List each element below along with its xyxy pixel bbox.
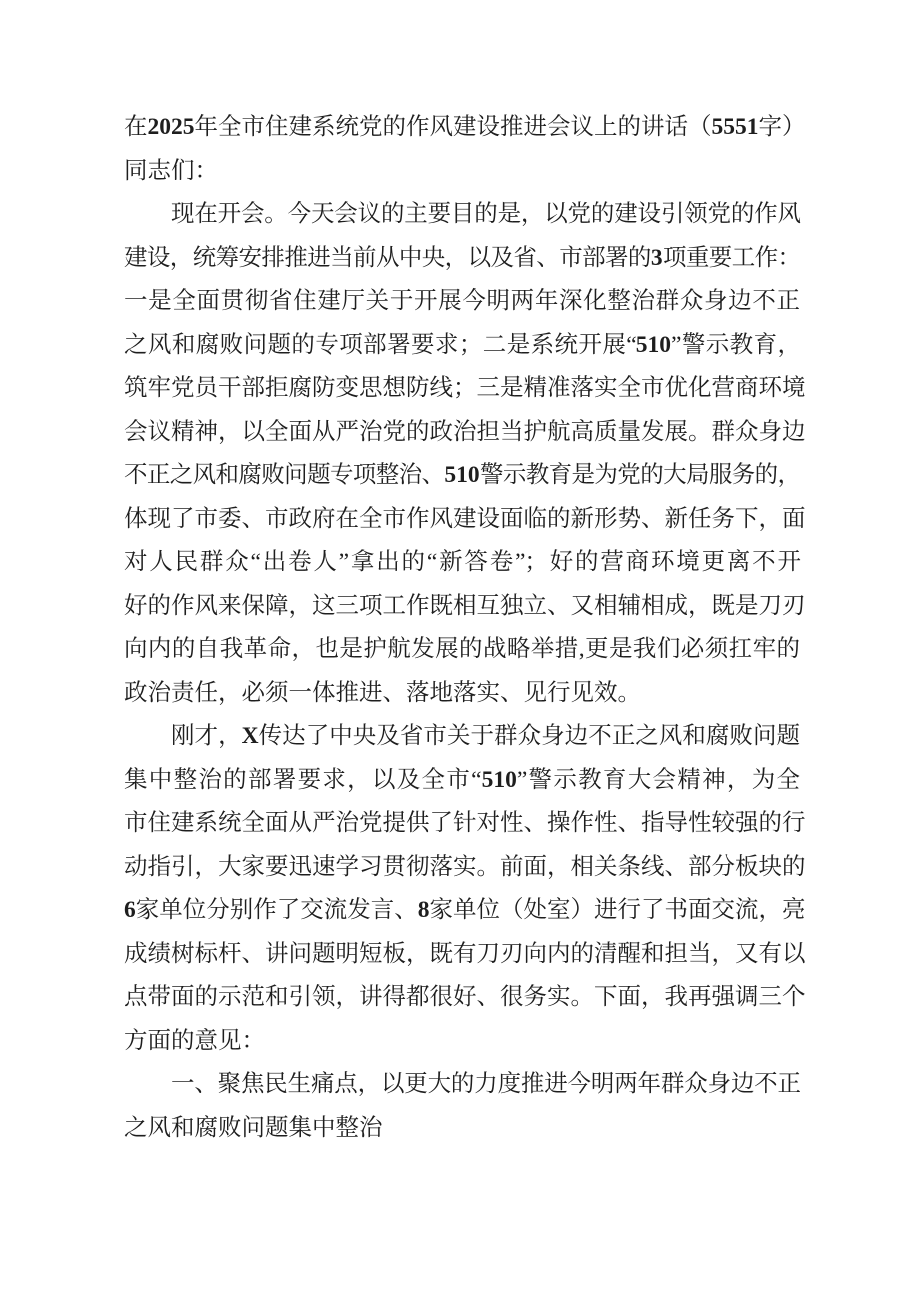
body-line: 刚才，X传达了中央及省市关于群众身边不正之风和腐败问题 xyxy=(171,723,801,749)
latin-text: 510 xyxy=(444,462,480,488)
document-body xyxy=(124,106,806,1150)
body-line: 市住建系统全面从严治党提供了针对性、操作性、指导性较强的行 xyxy=(124,810,806,836)
body-line: 不正之风和腐败问题专项整治、510警示教育是为党的大局服务的， xyxy=(124,462,800,488)
body-line: 体现了市委、市政府在全市作风建设面临的新形势、新任务下，面 xyxy=(124,505,806,532)
body-line: 会议精神，以全面从严治党的政治担当护航高质量发展。群众身边 xyxy=(124,418,806,445)
latin-text: 3 xyxy=(650,244,663,271)
section-heading-line: 一、聚焦民生痛点，以更大的力度推进今明两年群众身边不正 xyxy=(171,1071,800,1097)
body-line: 好的作风来保障，这三项工作既相互独立、又相辅相成，既是刀刃 xyxy=(124,592,806,619)
body-line: 点带面的示范和引领，讲得都很好、很务实。下面，我再强调三个 xyxy=(124,984,806,1010)
body-line: 方面的意见： xyxy=(124,1027,265,1054)
latin-text: 2025 xyxy=(147,114,195,140)
body-line: 动指引，大家要迅速学习贯彻落实。前面，相关条线、部分板块的 xyxy=(124,853,806,880)
body-line: 对人民群众“出卷人”拿出的“新答卷”；好的营商环境更离不开 xyxy=(124,549,800,575)
body-line: 建设，统筹安排推进当前从中央，以及省、市部署的3项重要工作： xyxy=(124,244,801,271)
document-title-line: 在2025年全市住建系统党的作风建设推进会议上的讲话（5551字） xyxy=(124,114,806,140)
body-line: 6家单位分别作了交流发言、8家单位（处室）进行了书面交流，亮 xyxy=(124,897,806,923)
body-line: 集中整治的部署要求，以及全市“510”警示教育大会精神，为全 xyxy=(124,766,800,793)
body-line: 政治责任，必须一体推进、落地落实、见行见效。 xyxy=(124,679,641,706)
latin-text: X xyxy=(241,723,259,749)
salutation-line: 同志们： xyxy=(124,157,218,184)
body-line: 筑牢党员干部拒腐防变思想防线；三是精准落实全市优化营商环境 xyxy=(124,375,806,401)
body-line: 向内的自我革命，也是护航发展的战略举措,更是我们必须扛牢的 xyxy=(124,636,800,662)
body-line: 成绩树标杆、讲问题明短板，既有刀刃向内的清醒和担当，又有以 xyxy=(124,940,806,967)
latin-text: 6 xyxy=(124,897,136,923)
body-line: 一是全面贯彻省住建厅关于开展今明两年深化整治群众身边不正 xyxy=(124,288,800,314)
latin-text: 510 xyxy=(635,331,671,358)
body-line: 现在开会。今天会议的主要目的是，以党的建设引领党的作风 xyxy=(171,201,800,227)
section-heading-line: 之风和腐败问题集中整治 xyxy=(124,1114,383,1141)
latin-text: 5551 xyxy=(711,114,759,140)
body-line: 之风和腐败问题的专项部署要求；二是系统开展“510”警示教育， xyxy=(124,331,800,358)
latin-text: 510 xyxy=(481,766,517,793)
latin-text: 8 xyxy=(417,897,430,923)
